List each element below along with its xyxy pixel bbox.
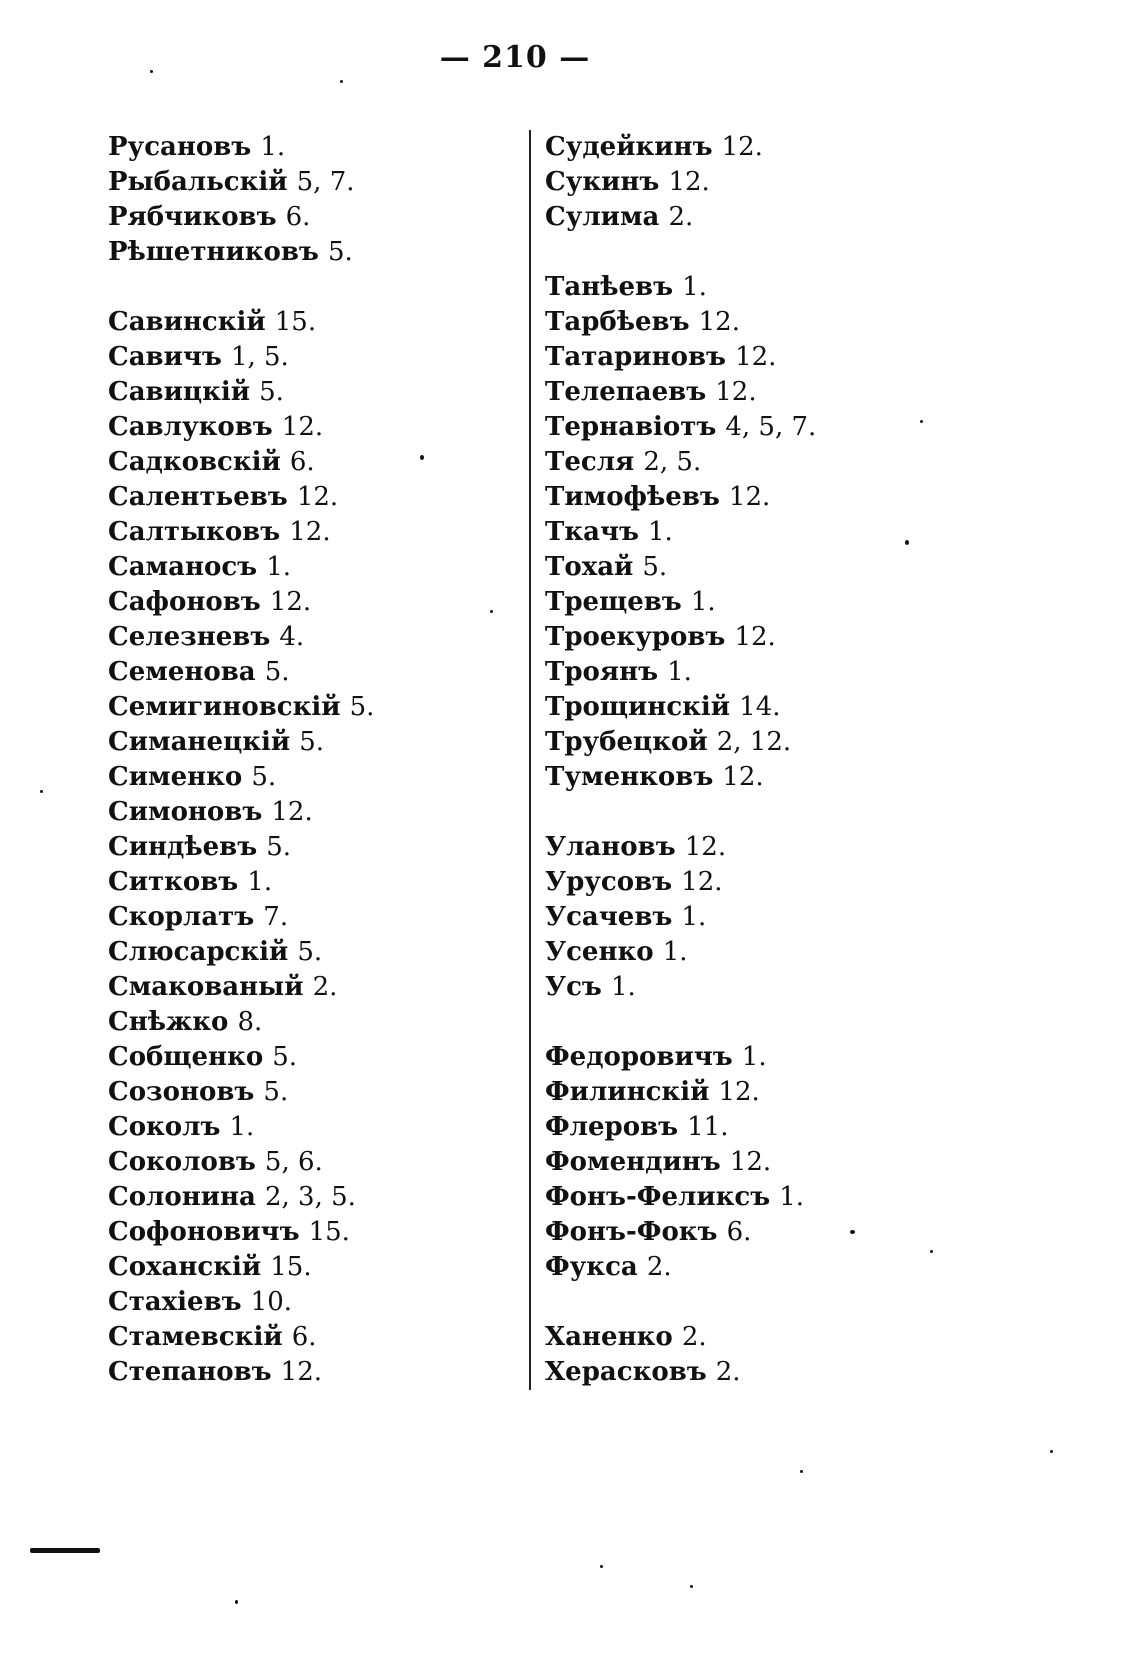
entry-name: Савлуковъ (108, 412, 273, 442)
index-entry (108, 795, 508, 830)
entry-name: Урусовъ (545, 867, 673, 897)
entry-pages: 1. (648, 517, 673, 547)
scan-speck (340, 80, 343, 83)
entry-name: Семигиновскій (108, 692, 341, 722)
entry-name: Соколъ (108, 1112, 221, 1142)
entry-name: Симоновъ (108, 797, 263, 827)
entry-name: Салентьевъ (108, 482, 288, 512)
entry-name: Федоровичъ (545, 1042, 733, 1072)
column-divider (529, 130, 531, 1390)
entry-pages: 4, 5, 7. (725, 412, 817, 442)
index-entry (108, 865, 508, 900)
entry-pages: 12. (718, 1077, 760, 1107)
entry-name: Троянъ (545, 657, 659, 687)
entry-pages: 12. (668, 167, 710, 197)
entry-pages: 5. (272, 1042, 298, 1072)
index-entry (108, 165, 508, 200)
entry-name: Ситковъ (108, 867, 239, 897)
scan-smudge (30, 1548, 100, 1553)
entry-name: Фукса (545, 1252, 638, 1282)
entry-name: Савицкій (108, 377, 251, 407)
entry-name: Фомендинъ (545, 1147, 721, 1177)
entry-name: Ханенко (545, 1322, 673, 1352)
index-column-left (108, 130, 508, 1390)
index-entry (545, 340, 975, 375)
section-gap (545, 235, 975, 270)
entry-pages: 5. (264, 657, 290, 687)
entry-pages: 12. (698, 307, 740, 337)
index-entry (108, 1110, 508, 1145)
entry-pages: 5, 6. (264, 1147, 323, 1177)
index-entry (108, 1250, 508, 1285)
entry-name: Телепаевъ (545, 377, 707, 407)
entry-pages: 12. (289, 517, 331, 547)
scan-speck (800, 1470, 803, 1473)
index-entry (545, 970, 975, 1005)
index-entry (545, 655, 975, 690)
entry-name: Танѣевъ (545, 272, 674, 302)
entry-pages: 1. (667, 657, 692, 687)
entry-pages: 5. (263, 1077, 289, 1107)
index-entry (108, 550, 508, 585)
index-entry (545, 1180, 975, 1215)
index-entry (545, 830, 975, 865)
entry-pages: 1. (690, 587, 716, 617)
index-entry (545, 585, 975, 620)
entry-name: Трощинскій (545, 692, 731, 722)
scan-speck (235, 1600, 238, 1604)
entry-pages: 2, 12. (716, 727, 792, 757)
entry-pages: 1. (260, 132, 286, 162)
index-entry (545, 900, 975, 935)
index-entry (108, 480, 508, 515)
entry-name: Солонина (108, 1182, 256, 1212)
index-entry (108, 1075, 508, 1110)
entry-name: Степановъ (108, 1357, 272, 1387)
entry-pages: 10. (250, 1287, 293, 1317)
index-entry (545, 620, 975, 655)
entry-pages: 2. (668, 202, 694, 232)
entry-name: Фонъ-Феликсъ (545, 1182, 771, 1212)
page-number: — 210 — (439, 40, 591, 75)
index-entry (545, 200, 975, 235)
index-entry (108, 340, 508, 375)
entry-pages: 6. (285, 202, 311, 232)
entry-name: Стамевскій (108, 1322, 283, 1352)
entry-name: Улановъ (545, 832, 676, 862)
entry-name: Смакованый (108, 972, 304, 1002)
index-entry (545, 1320, 975, 1355)
index-entry (545, 305, 975, 340)
index-entry (108, 130, 508, 165)
index-entry (108, 1180, 508, 1215)
entry-name: Фонъ-Фокъ (545, 1217, 718, 1247)
entry-name: Сафоновъ (108, 587, 261, 617)
entry-pages: 1. (779, 1182, 805, 1212)
entry-name: Симанецкій (108, 727, 291, 757)
index-entry (545, 725, 975, 760)
entry-name: Саманосъ (108, 552, 258, 582)
section-gap (545, 1005, 975, 1040)
entry-pages: 15. (274, 307, 317, 337)
index-entry (108, 1285, 508, 1320)
section-gap (108, 270, 508, 305)
index-entry (108, 1040, 508, 1075)
index-entry (108, 690, 508, 725)
index-entry (545, 1215, 975, 1250)
index-entry (108, 235, 508, 270)
scan-speck (490, 610, 493, 613)
entry-name: Русановъ (108, 132, 252, 162)
index-entry (545, 1250, 975, 1285)
index-entry (108, 655, 508, 690)
entry-name: Савичъ (108, 342, 222, 372)
entry-name: Тесля (545, 447, 635, 477)
scan-speck (690, 1585, 693, 1588)
entry-name: Туменковъ (545, 762, 714, 792)
index-entry (108, 200, 508, 235)
index-entry (108, 1005, 508, 1040)
entry-pages: 2. (715, 1357, 741, 1387)
entry-name: Усенко (545, 937, 654, 967)
entry-pages: 4. (279, 622, 305, 652)
index-entry (108, 620, 508, 655)
entry-pages: 12. (721, 132, 763, 162)
entry-pages: 12. (684, 832, 727, 862)
index-entry (108, 725, 508, 760)
index-entry (545, 690, 975, 725)
entry-name: Тимофѣевъ (545, 482, 720, 512)
index-entry (545, 130, 975, 165)
entry-name: Тернавіотъ (545, 412, 717, 442)
entry-pages: 6. (289, 447, 315, 477)
entry-name: Скорлатъ (108, 902, 255, 932)
entry-name: Судейкинъ (545, 132, 713, 162)
entry-name: Сулима (545, 202, 660, 232)
entry-pages: 5. (266, 832, 292, 862)
index-entry (545, 1040, 975, 1075)
entry-pages: 15. (308, 1217, 350, 1247)
index-entry (108, 935, 508, 970)
entry-pages: 2. (312, 972, 338, 1002)
index-entry (108, 585, 508, 620)
entry-name: Садковскій (108, 447, 281, 477)
scan-speck (150, 70, 153, 73)
entry-name: Созоновъ (108, 1077, 255, 1107)
scan-speck (905, 540, 909, 545)
entry-name: Трубецкой (545, 727, 708, 757)
scan-speck (600, 1565, 603, 1568)
entry-name: Рыбальскій (108, 167, 288, 197)
index-entry (545, 410, 975, 445)
entry-pages: 1. (247, 867, 273, 897)
entry-pages: 2. (681, 1322, 707, 1352)
entry-name: Троекуровъ (545, 622, 726, 652)
index-entry (545, 270, 975, 305)
entry-pages: 2, 5. (643, 447, 702, 477)
entry-pages: 14. (739, 692, 781, 722)
index-entry (108, 760, 508, 795)
entry-pages: 6. (726, 1217, 752, 1247)
entry-pages: 7. (263, 902, 289, 932)
entry-name: Трещевъ (545, 587, 682, 617)
entry-pages: 12. (735, 342, 777, 372)
entry-pages: 12. (722, 762, 764, 792)
index-entry (108, 445, 508, 480)
entry-name: Синдѣевъ (108, 832, 258, 862)
index-entry (545, 550, 975, 585)
index-entry (108, 900, 508, 935)
entry-name: Ткачъ (545, 517, 639, 547)
index-entry (545, 480, 975, 515)
entry-pages: 12. (296, 482, 339, 512)
entry-pages: 12. (281, 412, 324, 442)
entry-pages: 12. (280, 1357, 323, 1387)
index-entry (545, 760, 975, 795)
scan-speck (420, 455, 424, 460)
index-entry (545, 165, 975, 200)
index-entry (108, 970, 508, 1005)
index-entry (108, 515, 508, 550)
entry-pages: 5. (642, 552, 668, 582)
entry-pages: 12. (271, 797, 313, 827)
entry-pages: 1. (682, 272, 707, 302)
index-entry (545, 1145, 975, 1180)
index-entry (108, 410, 508, 445)
entry-pages: 1. (741, 1042, 767, 1072)
entry-pages: 6. (291, 1322, 317, 1352)
index-entry (545, 1075, 975, 1110)
entry-name: Татариновъ (545, 342, 726, 372)
entry-name: Соколовъ (108, 1147, 256, 1177)
entry-name: Семенова (108, 657, 256, 687)
entry-pages: 1. (681, 902, 707, 932)
entry-name: Савинскій (108, 307, 266, 337)
entry-pages: 12. (715, 377, 757, 407)
scan-speck (930, 1250, 933, 1253)
scan-speck (40, 790, 43, 793)
entry-name: Софоновичъ (108, 1217, 300, 1247)
entry-pages: 12. (728, 482, 771, 512)
entry-name: Тохай (545, 552, 634, 582)
entry-pages: 5. (299, 727, 325, 757)
entry-pages: 15. (270, 1252, 312, 1282)
section-gap (545, 1285, 975, 1320)
entry-pages: 11. (687, 1112, 729, 1142)
entry-pages: 1. (266, 552, 291, 582)
entry-pages: 12. (269, 587, 312, 617)
entry-pages: 1. (662, 937, 688, 967)
entry-pages: 1. (229, 1112, 255, 1142)
entry-pages: 5. (297, 937, 323, 967)
entry-name: Снѣжко (108, 1007, 229, 1037)
entry-name: Салтыковъ (108, 517, 281, 547)
entry-name: Собщенко (108, 1042, 264, 1072)
entry-pages: 1. (610, 972, 636, 1002)
entry-name: Флеровъ (545, 1112, 679, 1142)
index-entry (545, 865, 975, 900)
entry-name: Сукинъ (545, 167, 660, 197)
entry-pages: 8. (237, 1007, 263, 1037)
entry-pages: 5. (259, 377, 284, 407)
entry-name: Стахіевъ (108, 1287, 242, 1317)
entry-name: Рябчиковъ (108, 202, 277, 232)
entry-pages: 1, 5. (230, 342, 289, 372)
index-entry (545, 445, 975, 480)
entry-name: Селезневъ (108, 622, 271, 652)
index-entry (545, 375, 975, 410)
entry-pages: 5. (327, 237, 353, 267)
entry-pages: 5. (349, 692, 375, 722)
entry-name: Соханскій (108, 1252, 262, 1282)
entry-name: Рѣшетниковъ (108, 237, 319, 267)
index-entry (545, 1110, 975, 1145)
index-entry (108, 305, 508, 340)
entry-name: Усачевъ (545, 902, 673, 932)
index-entry (108, 1215, 508, 1250)
entry-pages: 12. (681, 867, 723, 897)
scan-speck (920, 420, 923, 423)
index-entry (108, 1320, 508, 1355)
index-entry (545, 935, 975, 970)
index-entry (108, 1145, 508, 1180)
entry-pages: 5. (251, 762, 277, 792)
index-entry (545, 1355, 975, 1390)
entry-pages: 2. (646, 1252, 672, 1282)
entry-pages: 2, 3, 5. (264, 1182, 356, 1212)
scan-speck (1050, 1450, 1053, 1453)
scan-speck (850, 1230, 855, 1234)
index-entry (545, 515, 975, 550)
entry-pages: 12. (734, 622, 776, 652)
entry-name: Сименко (108, 762, 243, 792)
index-column-right (545, 130, 975, 1390)
index-entry (108, 1355, 508, 1390)
entry-name: Слюсарскій (108, 937, 289, 967)
entry-name: Херасковъ (545, 1357, 707, 1387)
entry-name: Филинскій (545, 1077, 710, 1107)
index-entry (108, 375, 508, 410)
entry-pages: 5, 7. (296, 167, 355, 197)
entry-name: Усъ (545, 972, 602, 1002)
entry-name: Тарбѣевъ (545, 307, 690, 337)
entry-pages: 12. (729, 1147, 772, 1177)
section-gap (545, 795, 975, 830)
index-entry (108, 830, 508, 865)
